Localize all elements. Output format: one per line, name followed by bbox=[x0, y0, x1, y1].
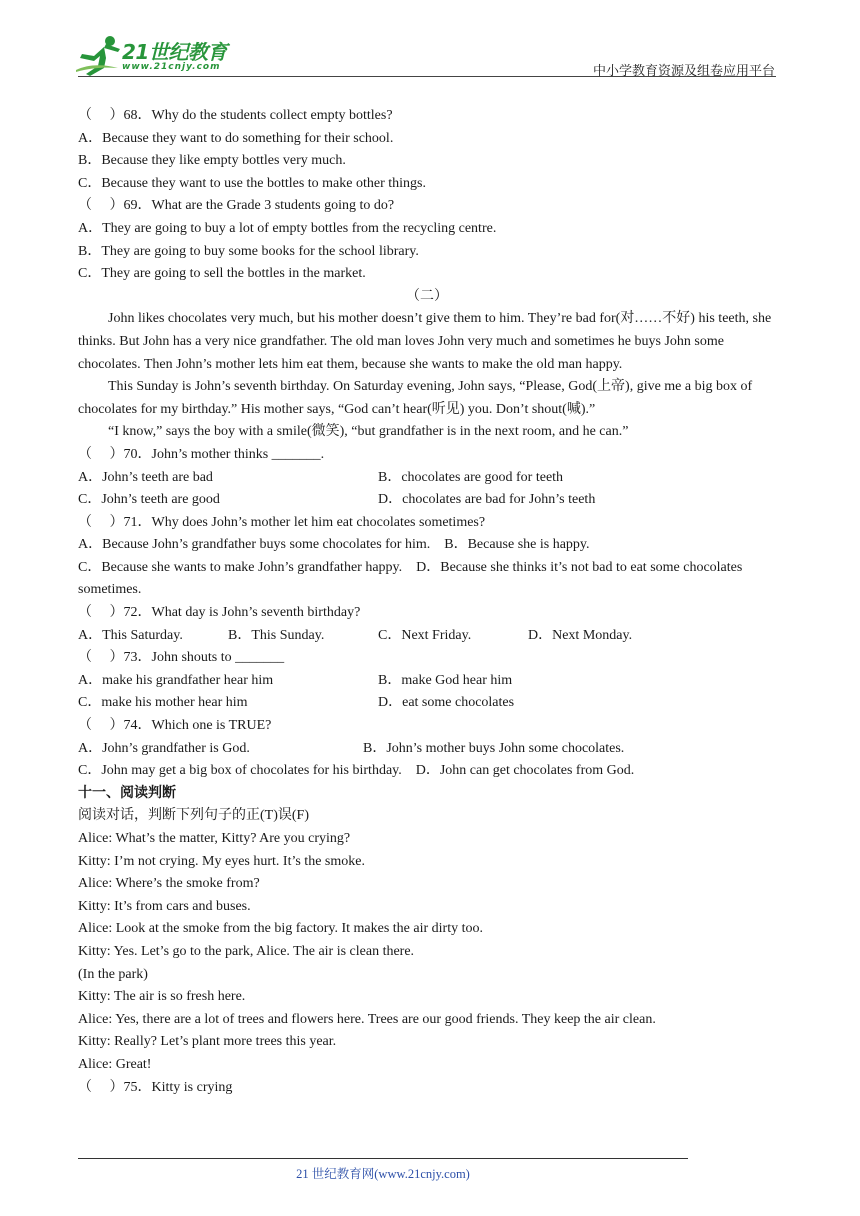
section-eleven-title: 十一、阅读判断 bbox=[78, 785, 176, 801]
question-71-stem: （ ）71．Why does John’s mother let him eat chocolates sometimes? bbox=[78, 514, 486, 530]
q68-option-a: A．Because they want to do something for their school. bbox=[78, 130, 394, 146]
q71-options-row-1: A．Because John’s grandfather buys some chocolates for him. B．Because she is happy. bbox=[78, 537, 590, 553]
logo-text: 21世纪教育 bbox=[122, 40, 227, 64]
dialogue-line: Kitty: I’m not crying. My eyes hurt. It’s the smoke. bbox=[78, 853, 365, 869]
q70-options-row-1 bbox=[78, 467, 776, 490]
q70-options-row-2 bbox=[78, 489, 776, 512]
q71-options-row-2: C．Because she wants to make John’s grandfather happy. D．Because she thinks it’s not bad to eat some chocolates sometimes. bbox=[78, 559, 743, 598]
q74-options-row-2: C．John may get a big box of chocolates for his birthday. D．John can get chocolates from God. bbox=[78, 763, 635, 779]
q69-option-b: B．They are going to buy some books for the school library. bbox=[78, 243, 419, 259]
footer-text: 21 世纪教育网(www.21cnjy.com) bbox=[296, 1167, 470, 1181]
q68-option-c: C．Because they want to use the bottles to make other things. bbox=[78, 175, 426, 191]
q74-option-a: A．John’s grandfather is God. bbox=[78, 740, 250, 756]
section-eleven-instruction: 阅读对话，判断下列句子的正(T)误(F) bbox=[78, 808, 309, 824]
q73-option-d: D．eat some chocolates bbox=[378, 695, 515, 711]
dialogue-line: Alice: Yes, there are a lot of trees and flowers here. Trees are our good friends. They keep the air clean. bbox=[78, 1011, 656, 1027]
q69-option-c: C．They are going to sell the bottles in the market. bbox=[78, 266, 366, 282]
section-two-title: （二） bbox=[406, 288, 448, 304]
question-74-stem: （ ）74．Which one is TRUE? bbox=[78, 718, 272, 734]
question-73-stem: （ ）73．John shouts to _______ bbox=[78, 650, 285, 666]
q70-option-c: C．John’s teeth are good bbox=[78, 492, 220, 508]
q72-option-b: B．This Sunday. bbox=[228, 627, 325, 643]
logo-url: www.21cnjy.com bbox=[122, 62, 221, 72]
question-68-stem: （ ）68．Why do the students collect empty bottles? bbox=[78, 108, 393, 123]
q73-option-b: B．make God hear him bbox=[378, 672, 513, 688]
question-72-stem: （ ）72．What day is John’s seventh birthday? bbox=[78, 605, 361, 621]
q73-option-c: C．make his mother hear him bbox=[78, 695, 248, 711]
dialogue-line: Alice: What’s the matter, Kitty? Are you crying? bbox=[78, 831, 351, 846]
dialogue-line: Kitty: Yes. Let’s go to the park, Alice. The air is clean there. bbox=[78, 943, 415, 959]
dialogue-line: Alice: Look at the smoke from the big factory. It makes the air dirty too. bbox=[78, 921, 483, 937]
page-header bbox=[0, 0, 860, 90]
q70-option-d: D．chocolates are bad for John’s teeth bbox=[378, 492, 596, 508]
q70-option-b: B．chocolates are good for teeth bbox=[378, 469, 564, 485]
q69-option-a: A．They are going to buy a lot of empty bottles from the recycling centre. bbox=[78, 220, 497, 236]
passage-paragraph-3: “I know,” says the boy with a smile(微笑), “but grandfather is in the next room, and he can.” bbox=[108, 424, 629, 440]
question-75-stem: （ ）75．Kitty is crying bbox=[78, 1079, 233, 1095]
q73-options-row-2 bbox=[78, 692, 776, 715]
dialogue-line: Kitty: It’s from cars and buses. bbox=[78, 898, 251, 914]
q74-option-b: B．John’s mother buys John some chocolates. bbox=[363, 740, 625, 756]
passage-paragraph-1: John likes chocolates very much, but his mother doesn’t give them to him. They’re bad for(对……不好) his teeth, she thinks. But John has a very nice grandfather. The old man loves John very much and sometimes he buys John some chocolates. Then John’s mother lets him eat them, because she wants to make the old man happy. bbox=[78, 311, 772, 372]
q68-option-b: B．Because they like empty bottles very much. bbox=[78, 153, 346, 169]
q73-option-a: A．make his grandfather hear him bbox=[78, 672, 274, 688]
q72-options-row bbox=[78, 625, 776, 648]
dialogue-line: Alice: Where’s the smoke from? bbox=[78, 876, 260, 892]
dialogue-line: (In the park) bbox=[78, 966, 148, 982]
question-69-stem: （ ）69．What are the Grade 3 students going to do? bbox=[78, 198, 395, 214]
q70-option-a: A．John’s teeth are bad bbox=[78, 469, 213, 485]
q72-option-d: D．Next Monday. bbox=[528, 627, 633, 643]
footer-divider bbox=[78, 1158, 688, 1159]
q72-option-c: C．Next Friday. bbox=[378, 627, 472, 643]
dialogue-line: Kitty: Really? Let’s plant more trees this year. bbox=[78, 1034, 337, 1050]
passage-paragraph-2: This Sunday is John’s seventh birthday. On Saturday evening, John says, “Please, God(上帝), give me a big box of chocolates for my birthday.” His mother says, “God can’t hear(听见) you. Don’t shout(喊).” bbox=[78, 379, 753, 417]
logo bbox=[74, 34, 244, 76]
q73-options-row-1 bbox=[78, 670, 776, 693]
q74-options-row-1 bbox=[78, 738, 776, 761]
dialogue-line: Kitty: The air is so fresh here. bbox=[78, 989, 246, 1005]
dialogue-line: Alice: Great! bbox=[78, 1056, 152, 1072]
q72-option-a: A．This Saturday. bbox=[78, 627, 183, 643]
platform-title: 中小学教育资源及组卷应用平台 bbox=[592, 63, 775, 78]
exam-content bbox=[78, 105, 776, 1099]
runner-logo-icon bbox=[74, 34, 124, 76]
question-70-stem: （ ）70．John’s mother thinks _______. bbox=[78, 446, 325, 462]
header-divider bbox=[78, 76, 776, 77]
